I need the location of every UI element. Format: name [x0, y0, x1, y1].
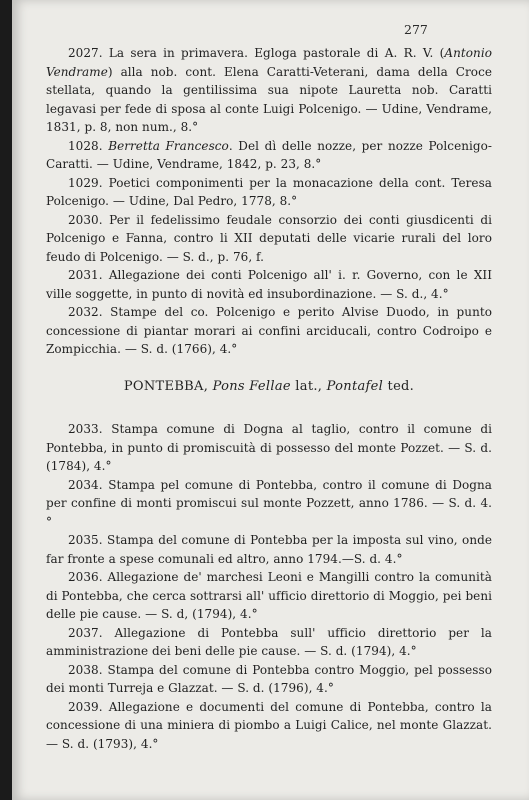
catalog-entry	[46, 137, 492, 174]
catalog-entry	[46, 266, 492, 303]
text-segment: lat.,	[290, 378, 327, 394]
catalog-entry	[46, 211, 492, 267]
text-segment: 2037. Allegazione di Pontebba sull' ufficio direttorio per la amministrazione dei beni delle pie cause. — S. d. (1794), 4.°	[46, 625, 492, 658]
entries-after	[46, 420, 492, 753]
book-page	[12, 0, 529, 800]
page-number: 277	[404, 22, 428, 37]
italic-segment: Antonio Vendrame	[46, 46, 492, 79]
catalog-entry	[46, 174, 492, 211]
italic-segment: Pons Fellae	[212, 378, 291, 394]
italic-segment: Pontafel	[326, 378, 384, 394]
text-segment: 2039. Allegazione e documenti del comune di Pontebba, contro la concessione di una miniera di piombo a Luigi Calice, nel monte Glazzat. — S. d. (1793), 4.°	[46, 699, 492, 751]
catalog-entry	[46, 661, 492, 698]
section-title	[46, 378, 492, 397]
catalog-entry	[46, 698, 492, 754]
text-segment: . Del dì delle nozze, per nozze Polcenigo-Caratti. — Udine, Vendrame, 1842, p. 23, 8.°	[46, 138, 492, 171]
text-segment: 1029. Poetici componimenti per la monacazione della cont. Teresa Polcenigo. — Udine, Dal Pedro, 1778, 8.°	[46, 175, 492, 208]
catalog-entry	[46, 476, 492, 532]
text-segment: 2034. Stampa pel comune di Pontebba, contro il comune di Dogna per confine di monti promiscui sul monte Pozzett, anno 1786. — S. d. 4.°	[46, 477, 492, 529]
text-segment: 2036. Allegazione de' marchesi Leoni e Mangilli contro la comunità di Pontebba, che cerca sottrarsi all' ufficio direttorio di Moggio, pei beni delle pie cause. — S. d, (1794), 4.°	[46, 570, 492, 621]
text-segment: ted.	[383, 378, 415, 394]
text-segment: 2035. Stampa del comune di Pontebba per la imposta sul vino, onde far fronte a spese comunali ed altro, anno 1794.—S. d. 4.°	[46, 533, 492, 566]
text-segment: 2027. La sera in primavera. Egloga pastorale di A. R. V. (	[68, 46, 445, 60]
text-segment: 2033. Stampa comune di Dogna al taglio, contro il comune di Pontebba, in punto di promiscuità di possesso del monte Pozzet. — S. d. (1784), 4.°	[46, 422, 492, 473]
italic-segment: Berretta Francesco	[108, 138, 229, 153]
catalog-entry	[46, 420, 492, 476]
entries-before	[46, 44, 492, 359]
text-segment: 2032. Stampe del co. Polcenigo e perito Alvise Duodo, in punto concessione di piantar morari ai confini arciducali, contro Codroipo e Zompicchia. — S. d. (1766), 4.°	[46, 305, 492, 356]
catalog-entry	[46, 303, 492, 359]
text-segment: 2030. Per il fedelissimo feudale consorzio dei conti giusdicenti di Polcenigo e Fanna, contro li XII deputati delle vicarie rurali del loro feudo di Polcenigo. — S. d., p. 76, f.	[46, 212, 492, 264]
text-segment: PONTEBBA,	[123, 378, 213, 394]
catalog-entry	[46, 44, 492, 137]
text-segment: 1028.	[68, 138, 109, 153]
text-segment: ) alla nob. cont. Elena Caratti-Veterani, dama della Croce stellata, quando la gentilissima sua nipote Lauretta nob. Caratti legavasi per fede di sposa al conte Luigi Polcenigo. — Udine, Vendrame, 1831, p. 8, non num., 8.°	[46, 64, 492, 134]
text-segment: 2038. Stampa del comune di Pontebba contro Moggio, pel possesso dei monti Turreja e Glazzat. — S. d. (1796), 4.°	[46, 662, 492, 695]
catalog-entry	[46, 624, 492, 661]
text-segment: 2031. Allegazione dei conti Polcenigo all' i. r. Governo, con le XII ville soggette, in punto di novità ed insubordinazione. — S. d., 4.°	[46, 268, 492, 301]
page-text	[46, 44, 492, 753]
catalog-entry	[46, 531, 492, 568]
catalog-entry	[46, 568, 492, 624]
